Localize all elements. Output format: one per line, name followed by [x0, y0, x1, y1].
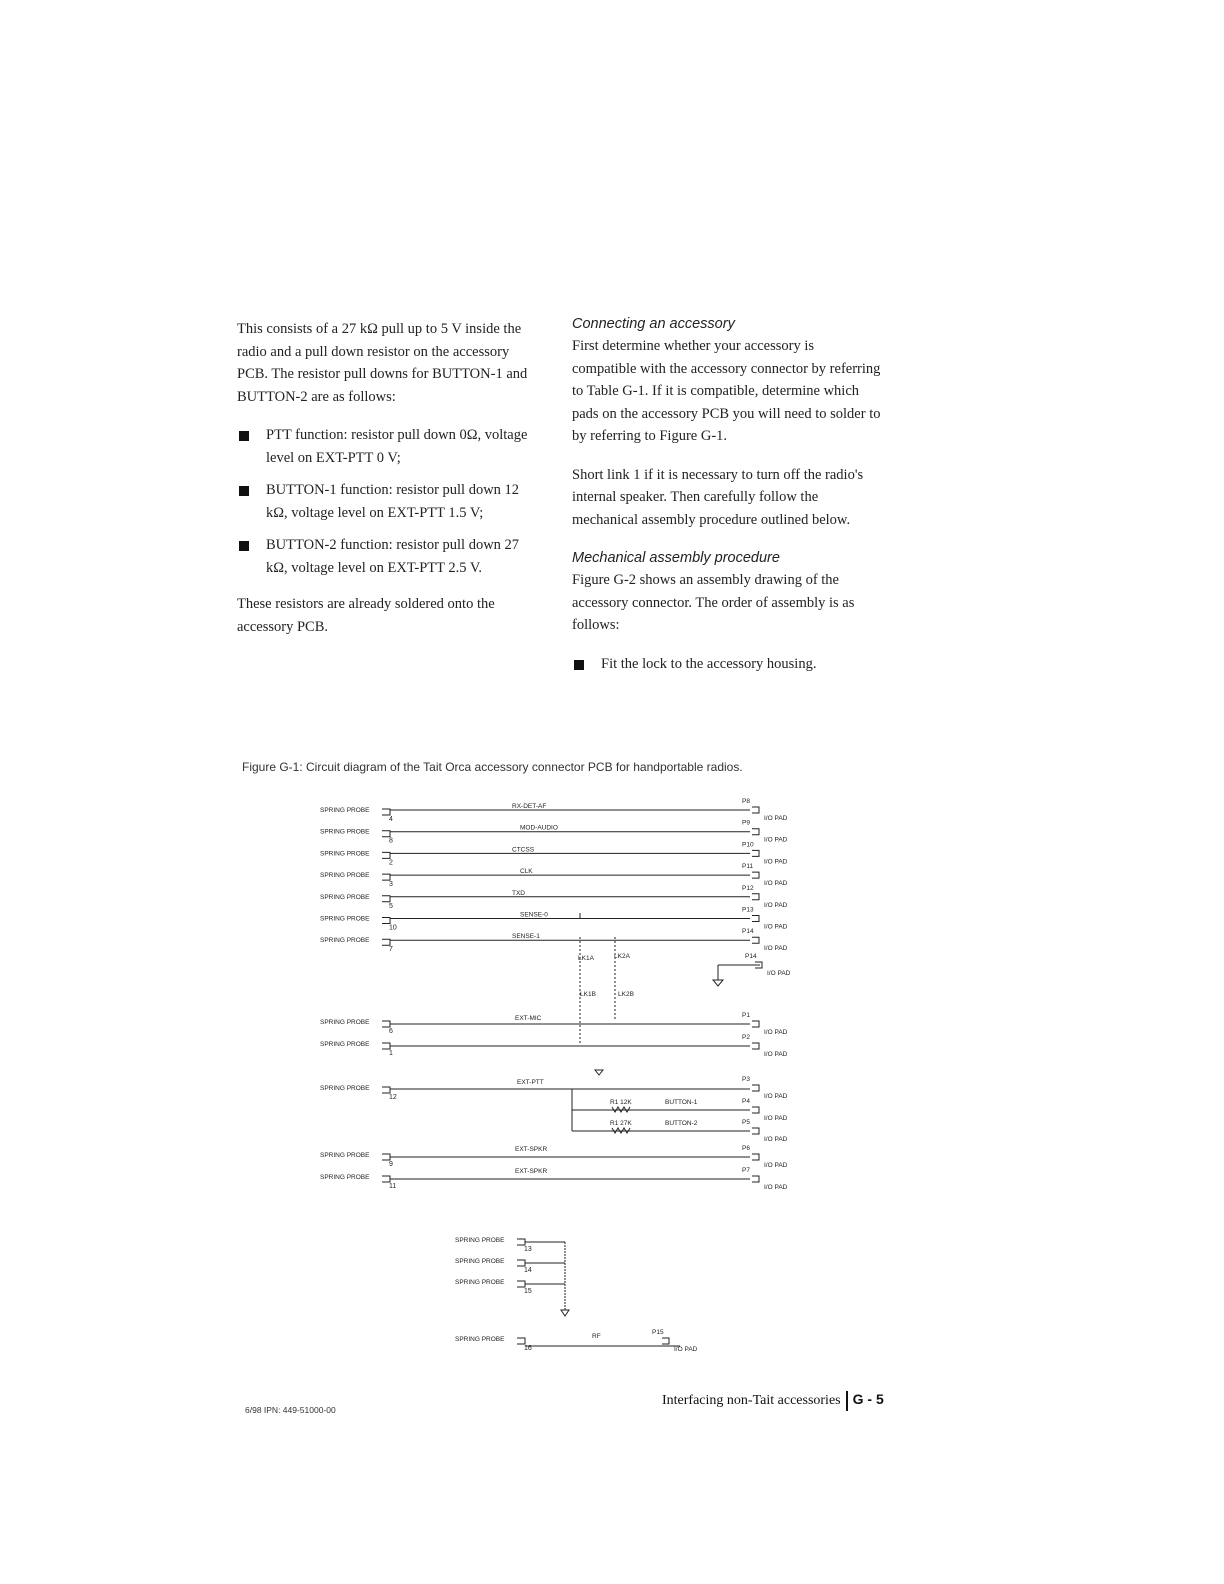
heading-mechanical-assembly: Mechanical assembly procedure [572, 550, 780, 566]
pad-label: P13 [742, 906, 754, 914]
probe-terminal [382, 852, 390, 858]
intro-paragraph: This consists of a 27 kΩ pull up to 5 V inside the radio and a pull down resistor on the accessory PCB. The resistor pull downs for BUTTON-1 and BUTTON-2 are as follows: [237, 321, 528, 405]
connecting-paragraph: First determine whether your accessory is compatible with the accessory connector by referring to Table G-1. If it is compatible, determine which pads on the accessory PCB you will need to solder to by referring to Figure G-1. [572, 338, 881, 444]
spring-probe-label: SPRING PROBE [320, 1174, 370, 1181]
probe-number: 15 [524, 1288, 532, 1295]
probe-number: 16 [524, 1345, 532, 1352]
pad-terminal [662, 1338, 669, 1344]
io-pad-label: I/O PAD [764, 1162, 788, 1169]
link-label: LK1A [578, 955, 594, 962]
pad-label: P11 [742, 863, 754, 871]
footer-section-title: Interfacing non-Tait accessories [662, 1393, 841, 1409]
list-item-text: BUTTON-1 function: resistor pull down 12 kΩ, voltage level on EXT-PTT 1.5 V; [266, 482, 520, 521]
pad-terminal [752, 1043, 759, 1049]
pad-terminal [752, 807, 759, 813]
link-label: LK2A [614, 953, 630, 960]
pad-terminal [752, 1021, 759, 1027]
probe-terminal [382, 1087, 390, 1093]
io-pad-label: I/O PAD [764, 1184, 788, 1191]
spring-probe-label: SPRING PROBE [455, 1258, 505, 1265]
probe-number: 1 [389, 1050, 393, 1057]
pad-label: P14 [742, 928, 754, 936]
io-pad-label: I/O PAD [764, 1093, 788, 1100]
probe-number: 11 [389, 1183, 397, 1190]
spring-probe-label: SPRING PROBE [320, 850, 370, 858]
footer-divider [846, 1391, 848, 1411]
ground-symbol-icon [595, 1070, 603, 1075]
resistor-label: R1 12K [610, 1099, 632, 1106]
signal-label: RX-DET-AF [512, 803, 547, 810]
spring-probe-label: SPRING PROBE [320, 1085, 370, 1092]
page-number: G - 5 [852, 1391, 884, 1408]
spring-probe-label: SPRING PROBE [455, 1237, 505, 1244]
signal-label: MOD-AUDIO [520, 824, 558, 832]
probe-number: 14 [524, 1267, 532, 1274]
io-pad-label: I/O PAD [764, 1136, 788, 1143]
pad-terminal [752, 1154, 759, 1160]
list-item-text: Fit the lock to the accessory housing. [601, 655, 817, 672]
probe-number: 10 [389, 924, 397, 932]
pad-label: P7 [742, 1167, 750, 1174]
io-pad-label: I/O PAD [767, 970, 791, 977]
resistor-label: R1 27K [610, 1120, 632, 1127]
spring-probe-label: SPRING PROBE [455, 1336, 505, 1343]
io-pad-label: I/O PAD [764, 815, 788, 822]
pad-label: P15 [652, 1329, 664, 1336]
probe-terminal [382, 1021, 390, 1027]
io-pad-label: I/O PAD [764, 945, 788, 953]
probe-number: 7 [389, 946, 393, 954]
pad-terminal [752, 894, 759, 900]
probe-terminal [382, 896, 390, 902]
probe-terminal [517, 1239, 525, 1245]
spring-probe-label: SPRING PROBE [320, 915, 370, 923]
signal-label: EXT-MIC [515, 1015, 542, 1022]
link-label: LK1B [580, 991, 596, 998]
pad-label: P10 [742, 841, 754, 849]
outro-paragraph: These resistors are already soldered onto the accessory PCB. [237, 596, 495, 635]
probe-terminal [382, 918, 390, 924]
pad-terminal [752, 1107, 759, 1113]
spring-probe-label: SPRING PROBE [320, 1019, 370, 1026]
spring-probe-label: SPRING PROBE [320, 893, 370, 901]
probe-number: 2 [389, 859, 393, 867]
signal-label: SENSE-0 [520, 911, 548, 919]
pad-label: P6 [742, 1145, 750, 1152]
signal-label: CLK [520, 868, 533, 876]
signal-label: EXT-SPKR [515, 1146, 548, 1153]
pad-label: P9 [742, 819, 750, 827]
probe-number: 12 [389, 1094, 397, 1101]
pad-terminal [752, 1128, 759, 1134]
pad-terminal [752, 829, 759, 835]
signal-label: SENSE-1 [512, 933, 540, 941]
pad-label: P5 [742, 1119, 750, 1126]
probe-number: 6 [389, 1028, 393, 1035]
button-label: BUTTON-1 [665, 1099, 698, 1106]
pad-label: P4 [742, 1098, 750, 1105]
signal-label: TXD [512, 889, 525, 897]
pad-label: P1 [742, 1012, 750, 1019]
probe-terminal [382, 1043, 390, 1049]
list-item-text: BUTTON-2 function: resistor pull down 27 kΩ, voltage level on EXT-PTT 2.5 V. [266, 537, 520, 576]
spring-probe-label: SPRING PROBE [320, 872, 370, 880]
probe-terminal [382, 1176, 390, 1182]
io-pad-label: I/O PAD [764, 923, 788, 931]
pad-label: P3 [742, 1076, 750, 1083]
signal-label: RF [592, 1333, 601, 1340]
pad-terminal [752, 1176, 759, 1182]
spring-probe-label: SPRING PROBE [320, 937, 370, 945]
signal-label: EXT-SPKR [515, 1168, 548, 1175]
io-pad-label: I/O PAD [764, 1029, 788, 1036]
spring-probe-label: SPRING PROBE [320, 1152, 370, 1159]
io-pad-label: I/O PAD [764, 1051, 788, 1058]
pad-label: P8 [742, 798, 750, 805]
figure-caption: Figure G-1: Circuit diagram of the Tait Orca accessory connector PCB for handportable radios. [242, 760, 743, 774]
probe-terminal [517, 1281, 525, 1287]
probe-terminal [382, 831, 390, 837]
probe-terminal [382, 1154, 390, 1160]
pad-label: P14 [745, 953, 757, 960]
footer-part-number: 6/98 IPN: 449-51000-00 [245, 1405, 336, 1415]
spring-probe-label: SPRING PROBE [320, 807, 370, 814]
probe-number: 13 [524, 1246, 532, 1253]
probe-terminal [382, 809, 390, 815]
io-pad-label: I/O PAD [764, 836, 788, 844]
ground-symbol-icon [561, 1310, 569, 1316]
probe-terminal [382, 939, 390, 945]
signal-label: CTCSS [512, 846, 535, 854]
probe-terminal [517, 1260, 525, 1266]
link-label: LK2B [618, 991, 634, 998]
spring-probe-label: SPRING PROBE [455, 1279, 505, 1286]
spring-probe-label: SPRING PROBE [320, 828, 370, 836]
probe-number: 3 [389, 881, 393, 889]
probe-number: 5 [389, 902, 393, 910]
pad-terminal [752, 1085, 759, 1091]
pad-terminal [752, 872, 759, 878]
short-link-paragraph: Short link 1 if it is necessary to turn off the radio's internal speaker. Then carefully follow the mechanical assembly procedure outlined below. [572, 466, 864, 528]
signal-label: EXT-PTT [517, 1079, 544, 1086]
io-pad-label: I/O PAD [764, 901, 788, 909]
io-pad-label: I/O PAD [764, 880, 788, 888]
pad-label: P12 [742, 884, 754, 892]
assembly-paragraph: Figure G-2 shows an assembly drawing of the accessory connector. The order of assembly is as follows: [572, 572, 855, 633]
probe-number: 8 [389, 837, 393, 845]
probe-terminal [517, 1338, 525, 1344]
probe-number: 9 [389, 1161, 393, 1168]
io-pad-label: I/O PAD [764, 1115, 788, 1122]
heading-connecting-accessory: Connecting an accessory [572, 316, 735, 332]
pad-label: P2 [742, 1034, 750, 1041]
list-item-text: PTT function: resistor pull down 0Ω, voltage level on EXT-PTT 0 V; [266, 427, 528, 466]
pad-terminal [752, 850, 759, 856]
pad-terminal [752, 916, 759, 922]
spring-probe-label: SPRING PROBE [320, 1041, 370, 1048]
probe-number: 4 [389, 816, 393, 823]
pad-terminal [752, 937, 759, 943]
io-pad-label: I/O PAD [764, 858, 788, 866]
probe-terminal [382, 874, 390, 880]
button-label: BUTTON-2 [665, 1120, 698, 1127]
io-pad-label: I/O PAD [674, 1346, 698, 1353]
ground-symbol-icon [713, 980, 723, 986]
footer-running-title [662, 1391, 884, 1411]
